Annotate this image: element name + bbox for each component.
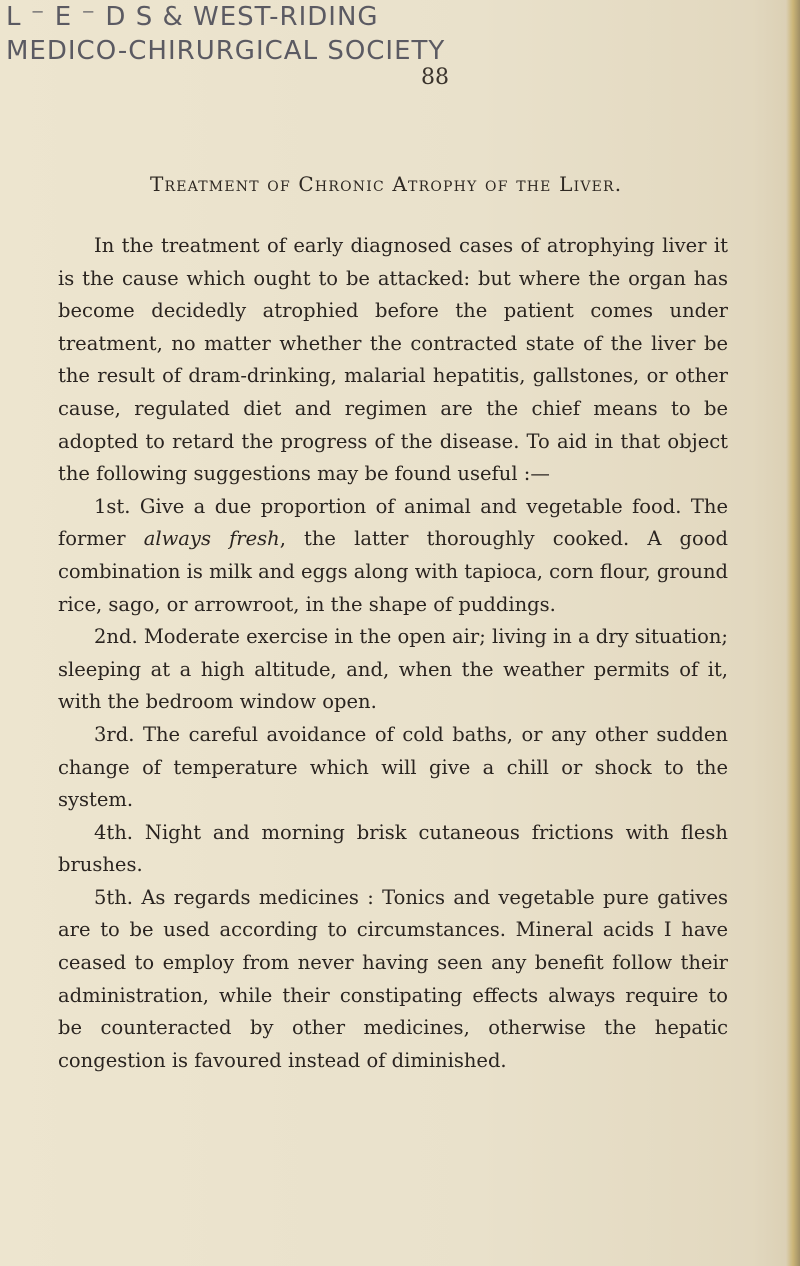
item-1st: [58, 491, 728, 621]
item-1st-after: , the latter thoroughly cooked. A good combination is milk and eggs along with tapioca, corn flour, ground rice, sago, or arrowroot, in the shape of puddings.: [58, 527, 728, 616]
item-1st-before: 1st. Give a due proportion of animal and vegetable food. The former: [58, 494, 728, 551]
item-2nd: 2nd. Moderate exercise in the open air; living in a dry situation; sleeping at a high altitude, and, when the weather permits of it, with the bedroom window open.: [58, 625, 729, 714]
item-5th: 5th. As regards medicines : Tonics and vegetable pure gatives are to be used according to circumstances. Mineral acids I have ceased to employ from never having seen any benefit follow their administration, while their constipating effects always require to be counteracted by other medicines, otherwise the hepatic congestion is favoured instead of diminished.: [58, 885, 728, 1072]
item-1st-italic: always fresh: [143, 527, 280, 551]
stamp-line-2: MEDICO-CHIRURGICAL SOCIETY: [6, 36, 446, 66]
stamp-line-1: L ⁻ E ⁻ D S & WEST-RIDING: [6, 2, 379, 32]
item-3rd: 3rd. The careful avoidance of cold baths, or any other sudden change of temperature which will give a chill or shock to the system.: [58, 722, 728, 812]
page-number: 88: [421, 65, 449, 90]
page-edge: [786, 0, 800, 1266]
intro-paragraph: In the treatment of early diagnosed cases of atrophying liver it is the cause which ought to be attacked: but where the organ has become decidedly atrophied before the patient comes under treatment, no matter whether the contracted state of the liver be the result of dram-drinking, malarial hepatitis, gallstones, or other cause, regulated diet and regimen are the chief means to be adopted to retard the progress of the disease. To aid in that object the following suggestions may be found useful :—: [58, 234, 728, 486]
section-heading: Treatment of Chronic Atrophy of the Liver.: [150, 172, 623, 196]
item-4th: 4th. Night and morning brisk cutaneous frictions with flesh brushes.: [58, 820, 728, 877]
library-stamp: [6, 0, 445, 68]
body-text: [58, 230, 728, 1077]
